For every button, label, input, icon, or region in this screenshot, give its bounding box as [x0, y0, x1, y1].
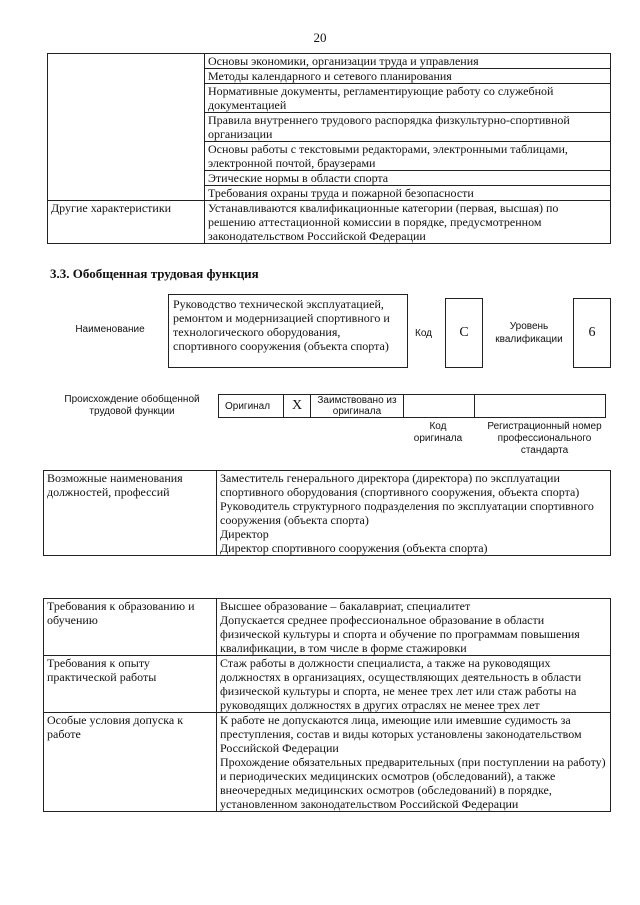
section-heading: 3.3. Обобщенная трудовая функция — [50, 266, 259, 281]
position-item: Руководитель структурного подразделения по эксплуатации спортивного сооружения (объекта спорта) — [220, 499, 594, 527]
page-number: 20 — [313, 30, 327, 45]
positions-label: Возможные наименования должностей, профессий — [44, 471, 217, 556]
table-row — [44, 656, 611, 713]
requirement-item: Стаж работы в должности специалиста, а также на руководящих должностях в организациях, осуществляющих деятельность в области физической культуры и спорта, не менее трех лет или стаж работы на руководящих должностях в других отраслях не менее трех лет — [220, 656, 582, 712]
other-characteristics-label: Другие характеристики — [48, 201, 205, 244]
position-item: Директор — [220, 527, 269, 541]
knowledge-item: Этические нормы в области спорта — [205, 171, 611, 186]
origin-label: Происхождение обобщенной трудовой функции — [64, 394, 200, 417]
original-label: Оригинал — [219, 395, 284, 418]
experience-values — [217, 656, 611, 713]
positions-table — [43, 470, 611, 556]
other-characteristics-value: Устанавливаются квалификационные категории (первая, высшая) по решению аттестационной комиссии в порядке, предусмотренном законодательством Российской Федерации — [205, 201, 611, 244]
code-value-box: C — [445, 298, 483, 368]
education-label: Требования к образованию и обучению — [44, 599, 217, 656]
reg-number-label: Регистрационный номер профессионального стандарта — [487, 421, 602, 456]
knowledge-item: Основы работы с текстовыми редакторами, электронными таблицами, электронной почтой, браузерами — [205, 142, 611, 171]
qualification-level-label: Уровень квалификации — [495, 321, 563, 345]
special-conditions-values — [217, 713, 611, 812]
education-values — [217, 599, 611, 656]
special-conditions-label: Особые условия допуска к работе — [44, 713, 217, 812]
requirement-item: Высшее образование – бакалавриат, специалитет — [220, 599, 471, 613]
original-code-cell — [404, 395, 475, 418]
original-mark: X — [284, 395, 311, 418]
experience-label: Требования к опыту практической работы — [44, 656, 217, 713]
borrowed-label: Заимствовано из оригинала — [311, 395, 404, 418]
requirement-item: К работе не допускаются лица, имеющие или имевшие судимость за преступления, состав и виды которых установлены законодательством Российской Федерации — [220, 713, 582, 755]
origin-table — [218, 394, 606, 418]
position-item: Директор спортивного сооружения (объекта спорта) — [220, 541, 488, 555]
table-row — [44, 599, 611, 656]
requirements-table — [43, 598, 611, 812]
knowledge-item: Правила внутреннего трудового распорядка физкультурно-спортивной организации — [205, 113, 611, 142]
knowledge-item: Основы экономики, организации труда и управления — [205, 54, 611, 69]
knowledge-item: Нормативные документы, регламентирующие работу со служебной документацией — [205, 84, 611, 113]
knowledge-label-cell — [48, 54, 205, 201]
knowledge-table — [47, 53, 611, 244]
reg-number-cell — [475, 395, 606, 418]
knowledge-item: Требования охраны труда и пожарной безопасности — [205, 186, 611, 201]
positions-values — [217, 471, 611, 556]
position-item: Заместитель генерального директора (директора) по эксплуатации спортивного оборудования (спортивного сооружения, объекта спорта) — [220, 471, 580, 499]
requirement-item: Допускается среднее профессиональное образование в области физической культуры и спорта и обучение по программам повышения квалификации, в том числе в форме стажировки — [220, 613, 580, 655]
name-label: Наименование — [75, 324, 145, 335]
requirement-item: Прохождение обязательных предварительных (при поступлении на работу) и периодических медицинских осмотров (обследований), а также внеочередных медицинских осмотров (обследований) в порядке, установленном законодательством Российской Федерации — [220, 755, 606, 811]
knowledge-item: Методы календарного и сетевого планирования — [205, 69, 611, 84]
qualification-level-box: 6 — [573, 298, 611, 368]
code-label: Код — [415, 328, 433, 339]
function-name-box: Руководство технической эксплуатацией, ремонтом и модернизацией спортивного и технологического оборудования, спортивного сооружения (объекта спорта) — [168, 294, 408, 368]
table-row — [44, 713, 611, 812]
original-code-label: Код оригинала — [413, 421, 463, 444]
